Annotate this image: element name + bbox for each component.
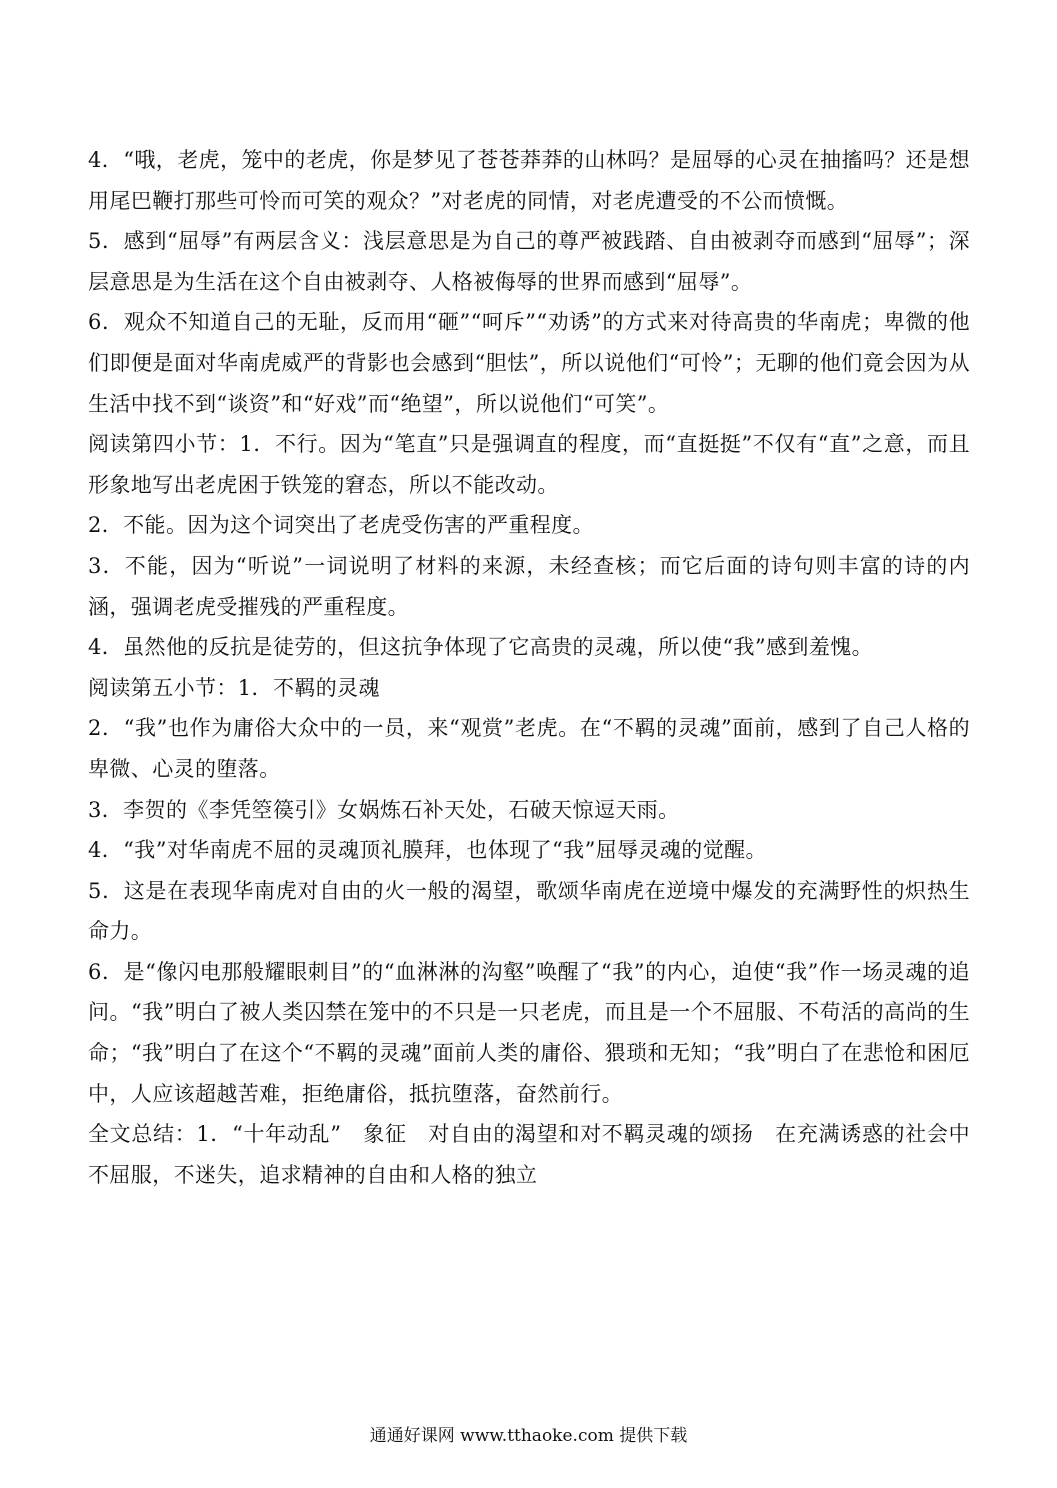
page-footer: 通通好课网 www.tthaoke.com 提供下载 [369,1426,688,1446]
answer-paragraph: 6．是“像闪电那般耀眼刺目”的“血淋淋的沟壑”唤醒了“我”的内心，迫使“我”作一场灵魂的追问。“我”明白了被人类囚禁在笼中的不只是一只老虎，而且是一个不屈服、不苟活的高尚的生命；“我”明白了在这个“不羁的灵魂”面前人类的庸俗、猥琐和无知；“我”明白了在悲怆和困厄中，人应该超越苦难，拒绝庸俗，抵抗堕落，奋然前行。 [88,959,970,1106]
answer-paragraph: 4．“我”对华南虎不屈的灵魂顶礼膜拜，也体现了“我”屈辱灵魂的觉醒。 [88,838,767,863]
answer-text-body [88,140,970,1195]
answer-paragraph: 2．不能。因为这个词突出了老虎受伤害的严重程度。 [88,513,594,538]
answer-paragraph: 3．李贺的《李凭箜篌引》女娲炼石补天处，石破天惊逗天雨。 [88,797,680,822]
answer-paragraph: 6．观众不知道自己的无耻，反而用“砸”“呵斥”“劝诱”的方式来对待高贵的华南虎；卑微的他们即便是面对华南虎威严的背影也会感到“胆怯”，所以说他们“可怜”；无聊的他们竟会因为从生活中找不到“谈资”和“好戏”而“绝望”，所以说他们“可笑”。 [88,310,970,416]
answer-paragraph: 4．“哦，老虎，笼中的老虎，你是梦见了苍苍莽莽的山林吗？是屈辱的心灵在抽搐吗？还是想用尾巴鞭打那些可怜而可笑的观众？”对老虎的同情，对老虎遭受的不公而愤慨。 [88,148,970,213]
answer-paragraph: 5．这是在表现华南虎对自由的火一般的渴望，歌颂华南虎在逆境中爆发的充满野性的炽热生命力。 [88,878,970,944]
answer-paragraph: 5．感到“屈辱”有两层含义：浅层意思是为自己的尊严被践踏、自由被剥夺而感到“屈辱”；深层意思是为生活在这个自由被剥夺、人格被侮辱的世界而感到“屈辱”。 [88,229,970,294]
answer-paragraph: 全文总结：1．“十年动乱” 象征 对自由的渴望和对不羁灵魂的颂扬 在充满诱惑的社会中不屈服，不迷失，追求精神的自由和人格的独立 [88,1122,970,1187]
answer-paragraph: 3．不能，因为“听说”一词说明了材料的来源，未经查核；而它后面的诗句则丰富的诗的内涵，强调老虎受摧残的严重程度。 [88,553,970,619]
answer-paragraph: 阅读第四小节：1．不行。因为“笔直”只是强调直的程度，而“直挺挺”不仅有“直”之意，而且形象地写出老虎困于铁笼的窘态，所以不能改动。 [88,432,970,497]
answer-paragraph: 阅读第五小节：1．不羁的灵魂 [88,675,380,700]
answer-paragraph: 2．“我”也作为庸俗大众中的一员，来“观赏”老虎。在“不羁的灵魂”面前，感到了自己人格的卑微、心灵的堕落。 [88,716,970,781]
answer-paragraph: 4．虽然他的反抗是徒劳的，但这抗争体现了它高贵的灵魂，所以使“我”感到羞愧。 [88,635,874,660]
